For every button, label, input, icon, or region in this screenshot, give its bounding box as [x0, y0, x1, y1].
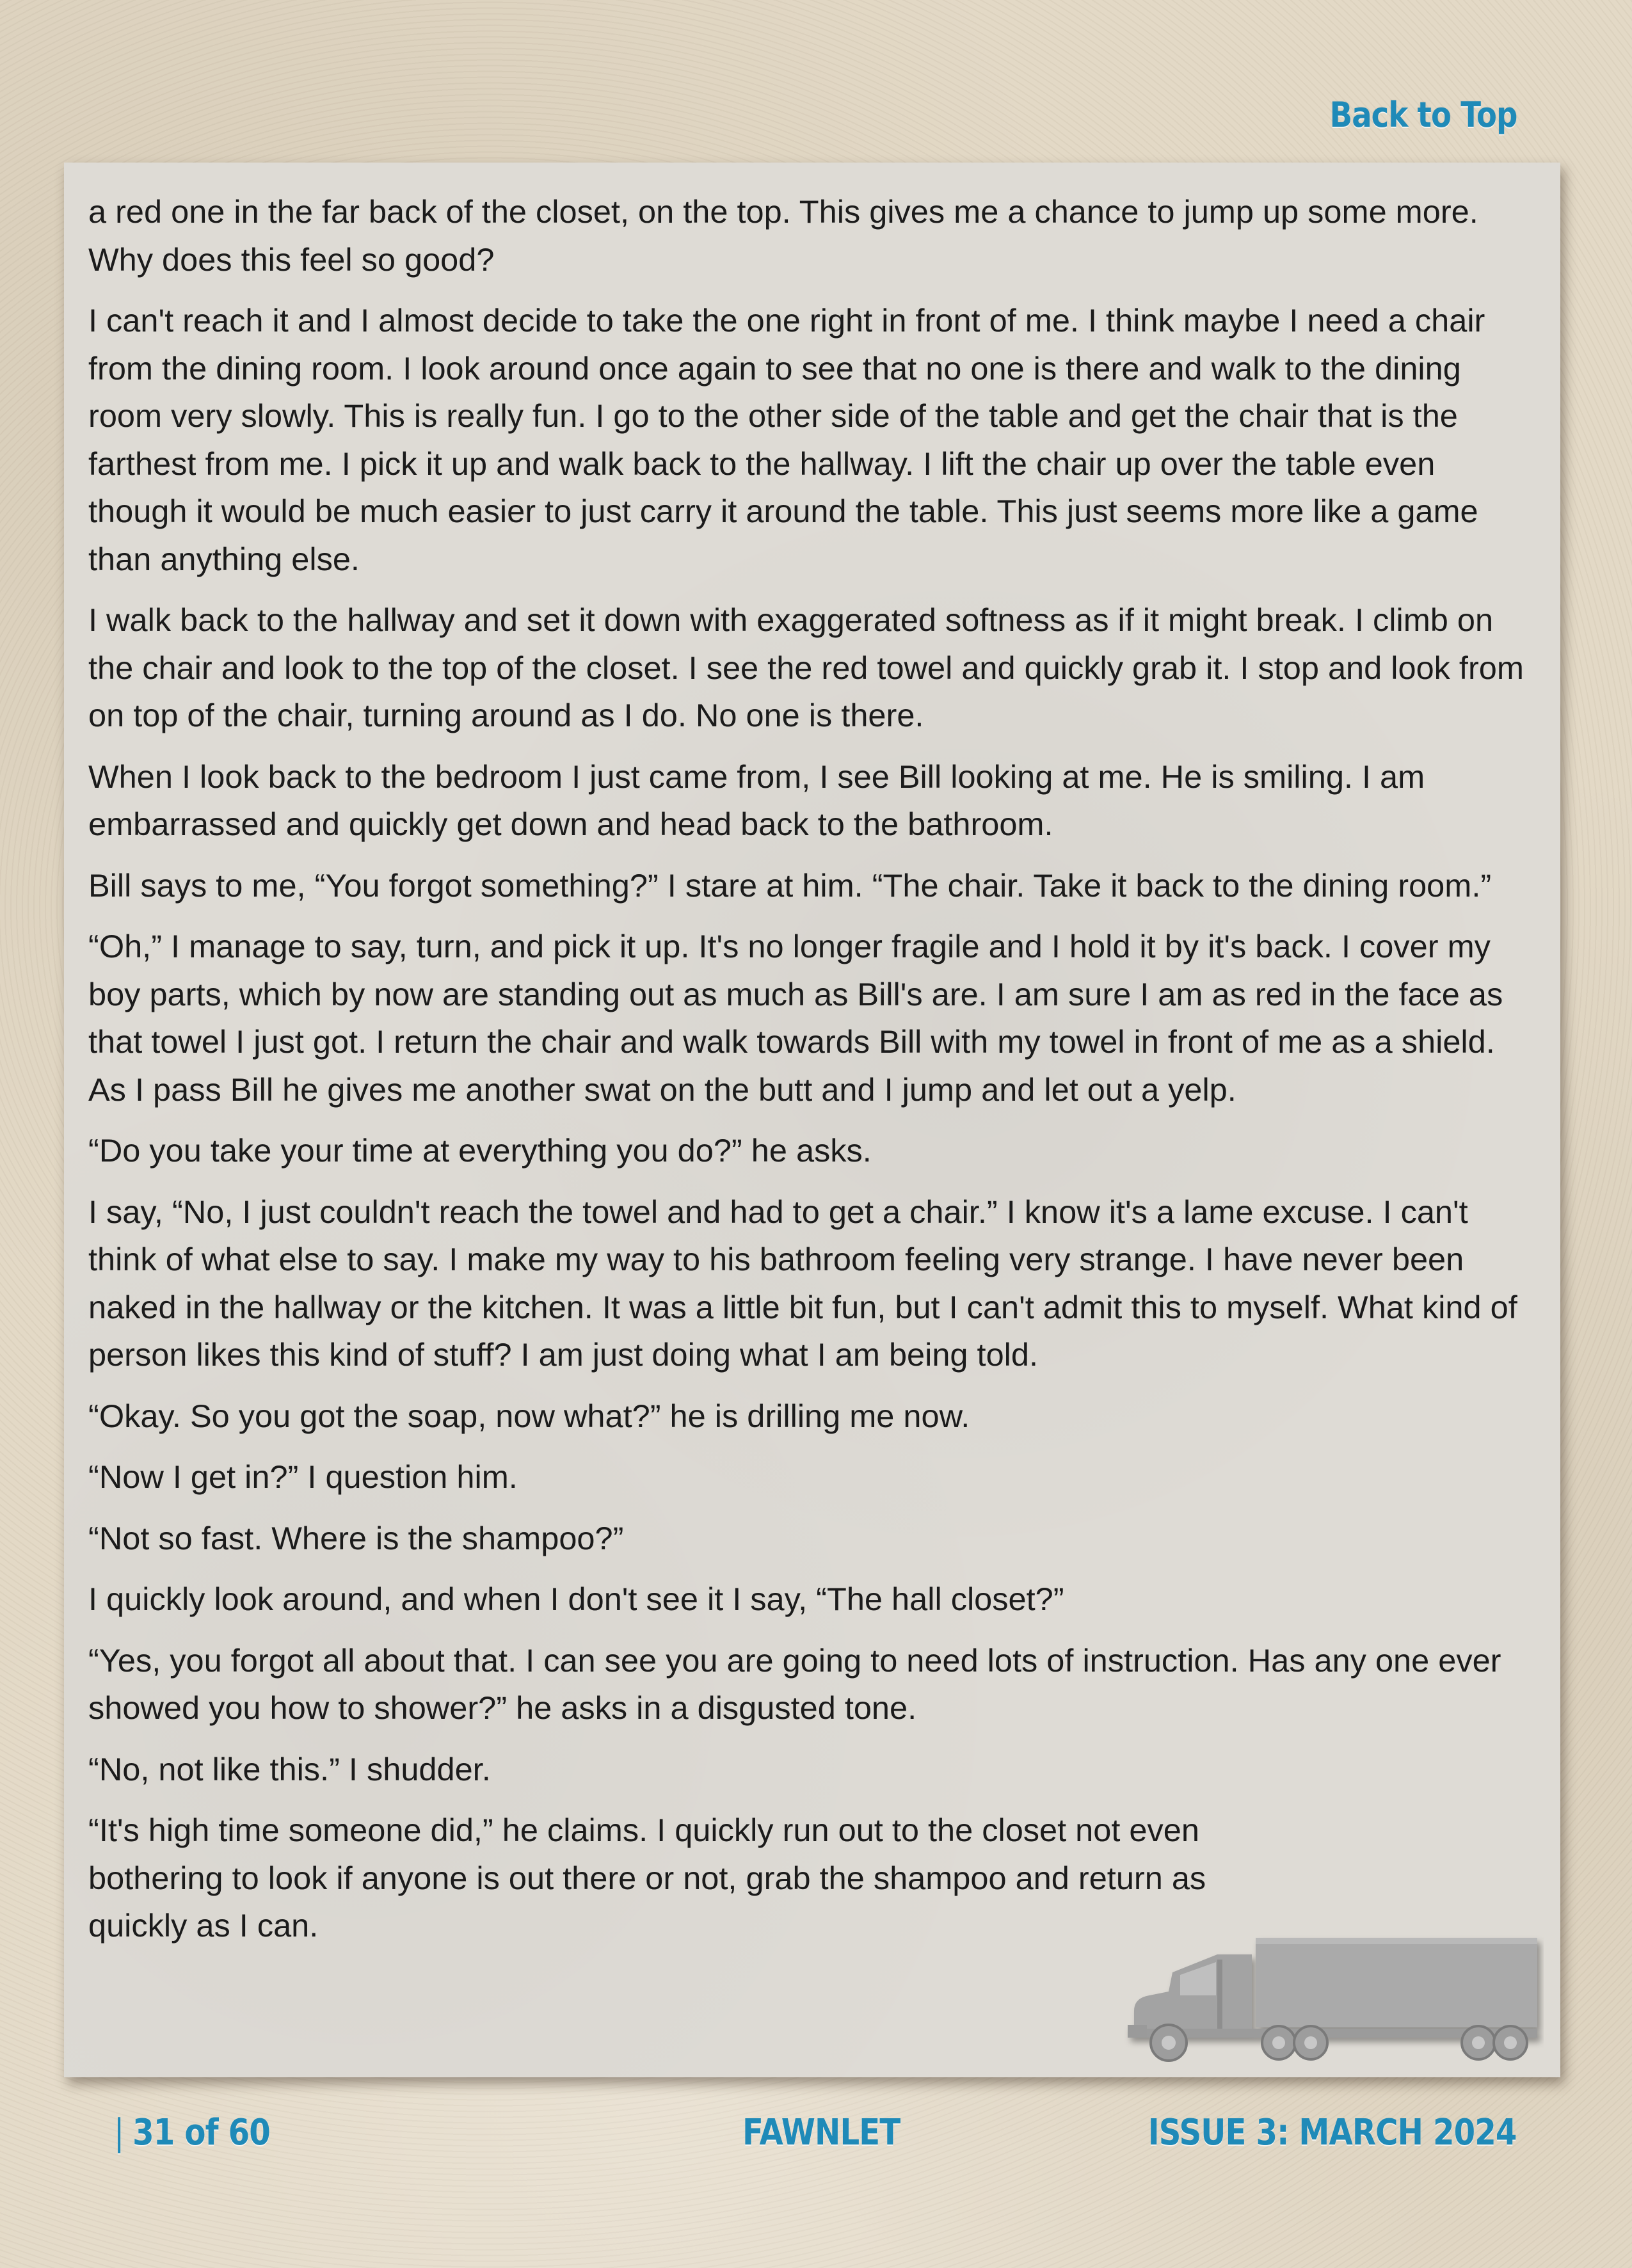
page-indicator — [114, 2112, 270, 2153]
story-paragraph: I can't reach it and I almost decide to take the one right in front of me. I think maybe I need a chair from the dining room. I look around once again to see that no one is there and walk to the dining room very slowly. This is really fun. I go to the other side of the table and get the chair that is the farthest from me. I pick it up and walk back to the hallway. I lift the chair up over the table even though it would be much easier to just carry it around the table. This just seems more like a game than anything else. — [88, 302, 1485, 577]
story-panel — [64, 163, 1560, 2077]
story-paragraph: “Not so fast. Where is the shampoo?” — [88, 1519, 624, 1556]
story-paragraph: “It's high time someone did,” he claims. I quickly run out to the closet not even bothering to look if anyone is out there or not, grab the shampoo and return as quickly as I can. — [88, 1812, 1206, 1944]
issue-label: ISSUE 3: MARCH 2024 — [1148, 2112, 1517, 2153]
magazine-title: FAWNLET — [742, 2112, 900, 2153]
story-paragraph: When I look back to the bedroom I just came from, I see Bill looking at me. He is smiling. I am embarrassed and quickly get down and head back to the bathroom. — [88, 758, 1425, 842]
back-to-top-link[interactable]: Back to Top — [1329, 95, 1517, 135]
story-paragraph: “No, not like this.” I shudder. — [88, 1750, 491, 1787]
story-paragraph: “Oh,” I manage to say, turn, and pick it up. It's no longer fragile and I hold it by it's back. I cover my boy parts, which by now are standing out as much as Bill's are. I am sure I am as red in the face as that towel I just got. I return the chair and walk towards Bill with my towel in front of me as a shield. As I pass Bill he gives me another swat on the butt and I jump and let out a yelp. — [88, 928, 1503, 1108]
story-paragraph: Bill says to me, “You forgot something?” I stare at him. “The chair. Take it back to the dining room.” — [88, 866, 1492, 904]
story-paragraph: I quickly look around, and when I don't see it I say, “The hall closet?” — [88, 1581, 1064, 1617]
story-paragraph: I walk back to the hallway and set it down with exaggerated softness as if it might break. I climb on the chair and look to the top of the closet. I see the red towel and quickly grab it. I stop and look from on top of the chair, turning around as I do. No one is there. — [88, 602, 1524, 733]
story-paragraph: I say, “No, I just couldn't reach the towel and had to get a chair.” I know it's a lame excuse. I can't think of what else to say. I make my way to his bathroom feeling very strange. I have never been naked in the hallway or the kitchen. It was a little bit fun, but I can't admit this to myself. What kind of person likes this kind of stuff? I am just doing what I am being told. — [88, 1193, 1517, 1373]
story-paragraph: “Yes, you forgot all about that. I can see you are going to need lots of instruction. Has any one ever showed you how to shower?” he asks in a disgusted tone. — [88, 1641, 1501, 1726]
page-number: 31 of 60 — [132, 2112, 270, 2153]
story-text — [88, 188, 1536, 1950]
story-paragraph: a red one in the far back of the closet, on the top. This gives me a chance to jump up some more. Why does this feel so good? — [88, 193, 1478, 278]
truck-icon — [1121, 1929, 1544, 2070]
story-paragraph: “Okay. So you got the soap, now what?” he is drilling me now. — [88, 1397, 970, 1434]
story-paragraph: “Now I get in?” I question him. — [88, 1458, 518, 1495]
divider-bar-icon: | — [114, 2112, 124, 2153]
story-paragraph: “Do you take your time at everything you do?” he asks. — [88, 1132, 872, 1169]
